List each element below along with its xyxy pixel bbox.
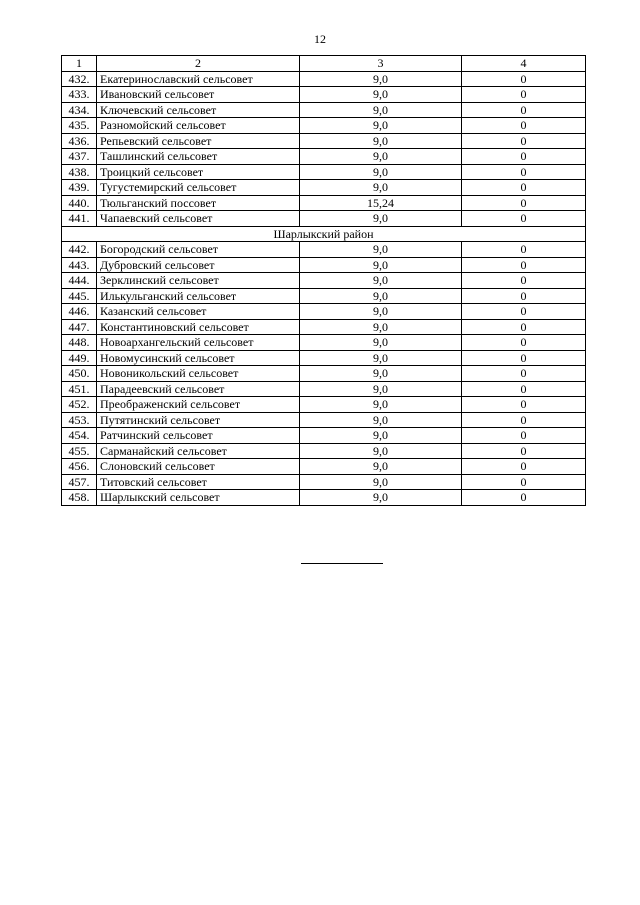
municipality-name-cell: Парадеевский сельсовет [97,381,300,397]
table-row [62,273,586,289]
column-4-value-cell: 0 [462,164,586,180]
row-number-cell: 455. [62,443,97,459]
column-4-value-cell: 0 [462,273,586,289]
column-4-value-cell: 0 [462,87,586,103]
row-number-cell: 446. [62,304,97,320]
row-number-cell: 454. [62,428,97,444]
municipality-name-cell: Дубровский сельсовет [97,257,300,273]
table-row [62,335,586,351]
row-number-cell: 433. [62,87,97,103]
row-number-cell: 450. [62,366,97,382]
municipality-name-cell: Разномойский сельсовет [97,118,300,134]
column-4-value-cell: 0 [462,381,586,397]
table-row [62,459,586,475]
table-row [62,211,586,227]
column-4-value-cell: 0 [462,443,586,459]
municipality-name-cell: Титовский сельсовет [97,474,300,490]
municipality-name-cell: Шарлыкский сельсовет [97,490,300,506]
row-number-cell: 451. [62,381,97,397]
municipality-name-cell: Ключевский сельсовет [97,102,300,118]
row-number-cell: 444. [62,273,97,289]
column-4-value-cell: 0 [462,180,586,196]
column-header-2: 2 [97,56,300,72]
section-row [62,226,586,242]
row-number-cell: 434. [62,102,97,118]
column-4-value-cell: 0 [462,242,586,258]
column-3-value-cell: 9,0 [300,102,462,118]
column-4-value-cell: 0 [462,428,586,444]
table-row [62,257,586,273]
column-3-value-cell: 9,0 [300,335,462,351]
table-row [62,350,586,366]
municipality-name-cell: Зерклинский сельсовет [97,273,300,289]
column-4-value-cell: 0 [462,149,586,165]
column-3-value-cell: 9,0 [300,490,462,506]
column-4-value-cell: 0 [462,335,586,351]
column-4-value-cell: 0 [462,350,586,366]
table-row [62,118,586,134]
column-4-value-cell: 0 [462,118,586,134]
column-3-value-cell: 9,0 [300,133,462,149]
municipality-name-cell: Репьевский сельсовет [97,133,300,149]
column-header-3: 3 [300,56,462,72]
row-number-cell: 457. [62,474,97,490]
table-header-row [62,56,586,72]
column-4-value-cell: 0 [462,71,586,87]
row-number-cell: 458. [62,490,97,506]
municipality-name-cell: Ивановский сельсовет [97,87,300,103]
municipality-name-cell: Тюльганский поссовет [97,195,300,211]
table-row [62,381,586,397]
table-row [62,397,586,413]
section-title: Шарлыкский район [62,226,586,242]
row-number-cell: 447. [62,319,97,335]
municipality-name-cell: Ратчинский сельсовет [97,428,300,444]
table-row [62,87,586,103]
municipality-name-cell: Сарманайский сельсовет [97,443,300,459]
column-3-value-cell: 9,0 [300,118,462,134]
column-4-value-cell: 0 [462,490,586,506]
row-number-cell: 452. [62,397,97,413]
column-3-value-cell: 9,0 [300,304,462,320]
municipality-name-cell: Казанский сельсовет [97,304,300,320]
table-row [62,133,586,149]
column-4-value-cell: 0 [462,412,586,428]
table-row [62,180,586,196]
column-4-value-cell: 0 [462,474,586,490]
page-number: 12 [314,32,326,46]
row-number-cell: 448. [62,335,97,351]
row-number-cell: 453. [62,412,97,428]
table-row [62,474,586,490]
municipality-name-cell: Тугустемирский сельсовет [97,180,300,196]
column-4-value-cell: 0 [462,459,586,475]
column-3-value-cell: 9,0 [300,164,462,180]
closing-divider [301,563,383,564]
column-3-value-cell: 9,0 [300,350,462,366]
column-3-value-cell: 9,0 [300,319,462,335]
column-3-value-cell: 9,0 [300,397,462,413]
municipality-name-cell: Слоновский сельсовет [97,459,300,475]
municipality-name-cell: Новоникольский сельсовет [97,366,300,382]
row-number-cell: 435. [62,118,97,134]
data-table [61,55,586,506]
row-number-cell: 445. [62,288,97,304]
column-3-value-cell: 9,0 [300,428,462,444]
column-3-value-cell: 9,0 [300,180,462,196]
column-4-value-cell: 0 [462,102,586,118]
row-number-cell: 436. [62,133,97,149]
municipality-name-cell: Илькульганский сельсовет [97,288,300,304]
table-row [62,164,586,180]
table-row [62,71,586,87]
column-3-value-cell: 9,0 [300,71,462,87]
column-3-value-cell: 9,0 [300,242,462,258]
table-row [62,149,586,165]
row-number-cell: 438. [62,164,97,180]
row-number-cell: 449. [62,350,97,366]
municipality-name-cell: Новоархангельский сельсовет [97,335,300,351]
table-body [62,56,586,506]
municipality-name-cell: Путятинский сельсовет [97,412,300,428]
column-header-4: 4 [462,56,586,72]
column-4-value-cell: 0 [462,288,586,304]
column-3-value-cell: 9,0 [300,149,462,165]
column-3-value-cell: 9,0 [300,366,462,382]
municipality-name-cell: Константиновский сельсовет [97,319,300,335]
row-number-cell: 439. [62,180,97,196]
table-row [62,288,586,304]
municipality-name-cell: Екатеринославский сельсовет [97,71,300,87]
column-3-value-cell: 9,0 [300,273,462,289]
column-3-value-cell: 9,0 [300,459,462,475]
table-row [62,412,586,428]
column-3-value-cell: 9,0 [300,443,462,459]
row-number-cell: 437. [62,149,97,165]
column-4-value-cell: 0 [462,195,586,211]
table-row [62,242,586,258]
column-3-value-cell: 9,0 [300,288,462,304]
row-number-cell: 441. [62,211,97,227]
row-number-cell: 442. [62,242,97,258]
column-3-value-cell: 9,0 [300,474,462,490]
column-4-value-cell: 0 [462,319,586,335]
table-row [62,195,586,211]
row-number-cell: 443. [62,257,97,273]
column-4-value-cell: 0 [462,366,586,382]
municipality-name-cell: Чапаевский сельсовет [97,211,300,227]
column-3-value-cell: 9,0 [300,87,462,103]
table-row [62,428,586,444]
table-row [62,366,586,382]
table-row [62,102,586,118]
column-4-value-cell: 0 [462,257,586,273]
column-3-value-cell: 9,0 [300,211,462,227]
table-row [62,443,586,459]
municipality-name-cell: Преображенский сельсовет [97,397,300,413]
row-number-cell: 456. [62,459,97,475]
table-row [62,304,586,320]
municipality-name-cell: Богородский сельсовет [97,242,300,258]
column-4-value-cell: 0 [462,397,586,413]
table-row [62,319,586,335]
table-row [62,490,586,506]
municipality-name-cell: Ташлинский сельсовет [97,149,300,165]
column-4-value-cell: 0 [462,133,586,149]
column-3-value-cell: 9,0 [300,381,462,397]
column-4-value-cell: 0 [462,211,586,227]
row-number-cell: 432. [62,71,97,87]
municipality-name-cell: Новомусинский сельсовет [97,350,300,366]
column-header-1: 1 [62,56,97,72]
column-3-value-cell: 15,24 [300,195,462,211]
column-3-value-cell: 9,0 [300,257,462,273]
column-3-value-cell: 9,0 [300,412,462,428]
row-number-cell: 440. [62,195,97,211]
column-4-value-cell: 0 [462,304,586,320]
municipality-name-cell: Троицкий сельсовет [97,164,300,180]
